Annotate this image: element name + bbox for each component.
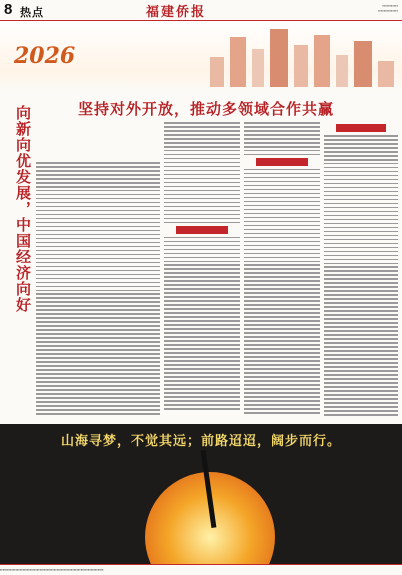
article-headline: 坚持对外开放，推动多领域合作共赢 — [78, 100, 335, 118]
page-footer-unreadable: ▪▪▪▪▪▪▪▪▪▪▪▪▪▪▪▪▪▪▪▪▪▪▪▪▪▪▪▪▪▪▪▪▪▪▪▪▪▪▪▪▪▪▪▪▪▪▪▪▪▪▪▪▪▪▪▪▪▪▪▪▪▪▪▪▪▪▪▪▪▪▪▪▪ — [0, 564, 402, 575]
banner-image — [0, 21, 402, 91]
photo-rocket-launch — [0, 424, 402, 564]
masthead: 福建侨报 — [146, 5, 207, 20]
skyline-illustration — [200, 27, 400, 87]
body-column-1 — [36, 162, 160, 418]
page-number: 8 — [4, 1, 13, 18]
section-label: 热点 — [20, 6, 44, 19]
subheading-marker — [336, 124, 386, 132]
vertical-title: 向新向优发展，中国经济向好 — [14, 105, 32, 313]
body-column-2 — [164, 122, 240, 418]
subheading-marker — [256, 158, 308, 166]
dateline-unreadable: ▪▪▪▪▪▪▪▪▪▪▪ ▪▪▪▪▪▪▪▪▪▪▪▪▪▪ — [378, 3, 398, 13]
body-column-4 — [324, 122, 398, 418]
page-header — [0, 0, 402, 21]
photo-slogan: 山海寻梦，不觉其远；前路迢迢，阔步而行。 — [60, 434, 341, 449]
subheading-marker — [176, 226, 228, 234]
body-column-3 — [244, 122, 320, 418]
year-art: 2026 — [14, 43, 76, 69]
